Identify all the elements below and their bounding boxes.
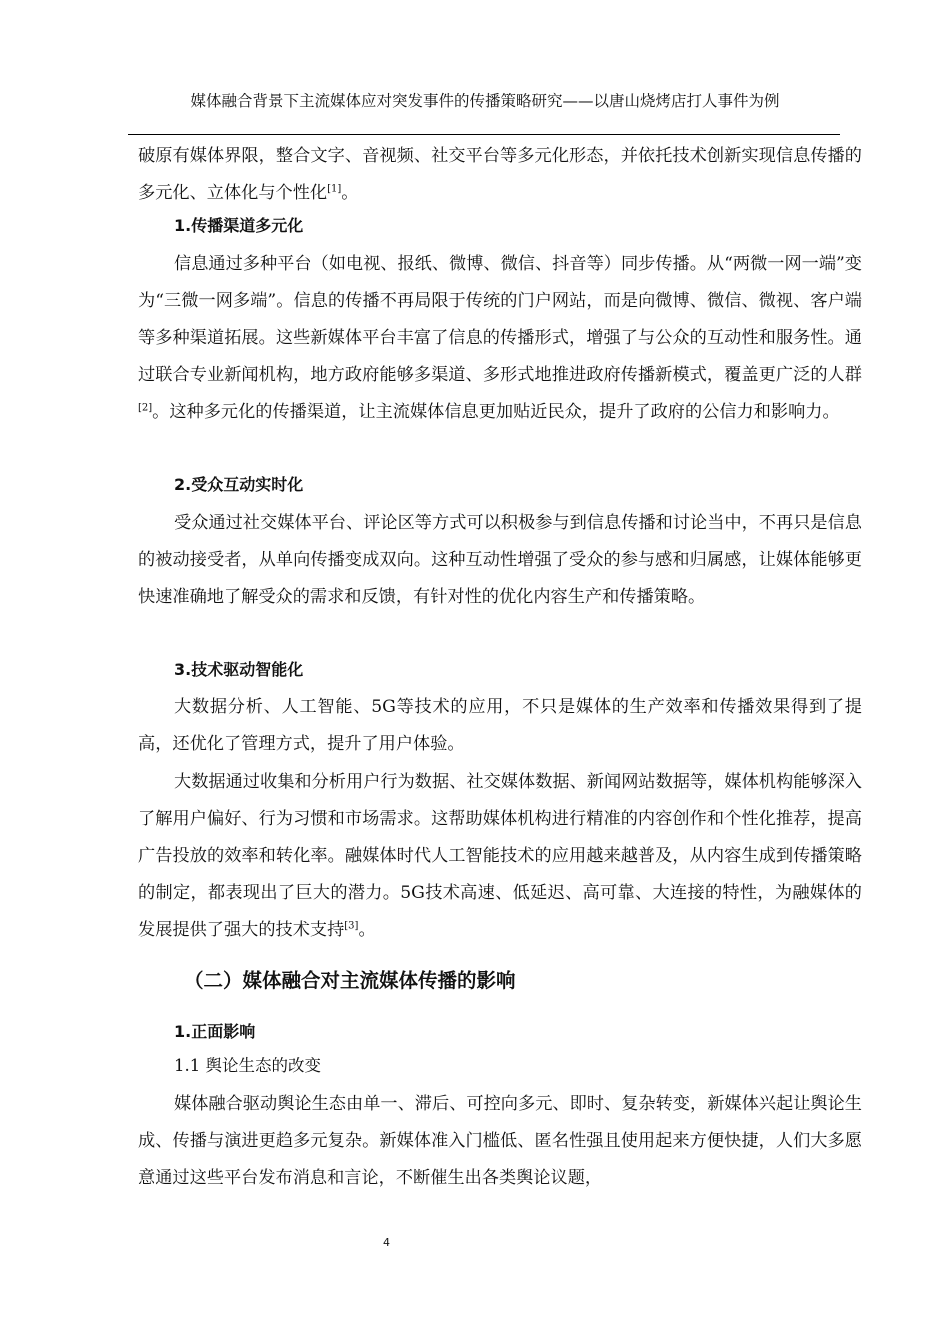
paragraph-big-data: 大数据通过收集和分析用户行为数据、社交媒体数据、新闻网站数据等，媒体机构能够深入了解用户偏好、行为习惯和市场需求。这帮助媒体机构进行精准的内容创作和个性化推荐，提高广告投放的效率和转化率。融媒体时代人工智能技术的应用越来越普及，从内容生成到传播策略的制定，都表现出了巨大的潜力。5G技术高速、低延迟、高可靠、大连接的特性，为融媒体的发展提供了强大的技术支持[3]。 [138, 772, 862, 941]
paragraph-continued: 破原有媒体界限，整合文字、音视频、社交平台等多元化形态，并依托技术创新实现信息传播的多元化、立体化与个性化[1]。 [138, 146, 862, 204]
paragraph-technology: 大数据分析、人工智能、5G等技术的应用，不只是媒体的生产效率和传播效果得到了提高，还优化了管理方式，提升了用户体验。 [138, 697, 862, 755]
subheading-audience-interaction: 2.受众互动实时化 [174, 475, 304, 494]
paragraph-channels: 信息通过多种平台（如电视、报纸、微博、微信、抖音等）同步传播。从“两微一网一端”变为“三微一网多端”。信息的传播不再局限于传统的门户网站，而是向微博、微信、微视、客户端等多种渠道拓展。这些新媒体平台丰富了信息的传播形式，增强了与公众的互动性和服务性。通过联合专业新闻机构，地方政府能够多渠道、多形式地推进政府传播新模式，覆盖更广泛的人群[2]。这种多元化的传播渠道，让主流媒体信息更加贴近民众，提升了政府的公信力和影响力。 [138, 254, 862, 423]
citation-2: [2] [138, 402, 153, 414]
page-number: 4 [383, 1236, 390, 1249]
citation-1: [1] [327, 183, 342, 195]
subheading-tech-intelligence: 3.技术驱动智能化 [174, 660, 304, 679]
header-rule [128, 134, 840, 135]
subheading-opinion-ecology: 1.1 舆论生态的改变 [174, 1056, 321, 1075]
citation-3: [3] [344, 920, 359, 932]
subheading-channel-diversification: 1.传播渠道多元化 [174, 216, 304, 235]
running-header: 媒体融合背景下主流媒体应对突发事件的传播策略研究——以唐山烧烤店打人事件为例 [190, 92, 780, 110]
subheading-positive-impact: 1.正面影响 [174, 1022, 256, 1041]
paragraph-opinion-ecology: 媒体融合驱动舆论生态由单一、滞后、可控向多元、即时、复杂转变，新媒体兴起让舆论生成、传播与演进更趋多元复杂。新媒体准入门槛低、匿名性强且使用起来方便快捷，人们大多愿意通过这些平台发布消息和言论，不断催生出各类舆论议题， [138, 1094, 862, 1189]
paragraph-interaction: 受众通过社交媒体平台、评论区等方式可以积极参与到信息传播和讨论当中，不再只是信息的被动接受者，从单向传播变成双向。这种互动性增强了受众的参与感和归属感，让媒体能够更快速准确地了解受众的需求和反馈，有针对性的优化内容生产和传播策略。 [138, 513, 862, 608]
section-heading: （二）媒体融合对主流媒体传播的影响 [184, 969, 516, 992]
